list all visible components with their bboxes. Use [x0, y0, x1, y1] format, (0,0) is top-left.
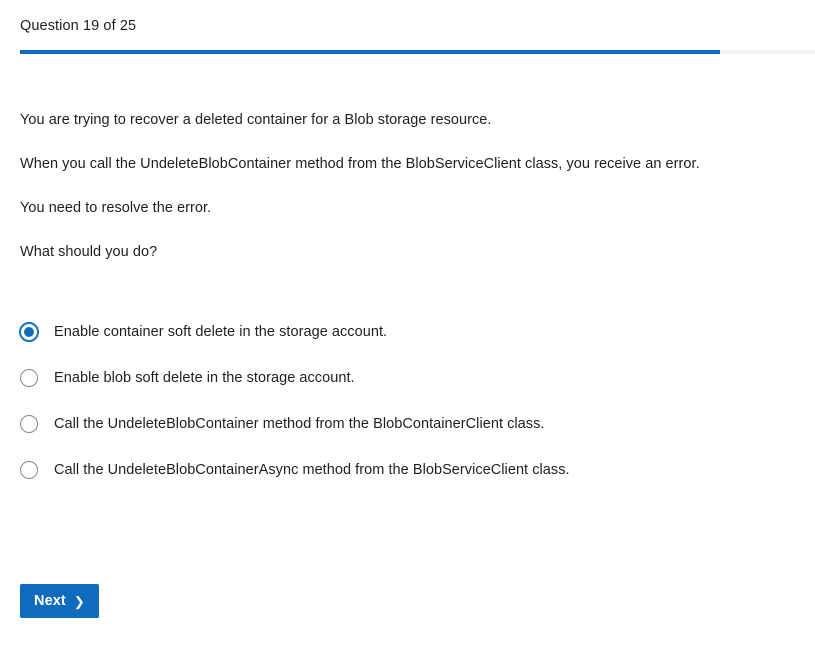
next-button-label: Next: [34, 593, 66, 609]
question-stem-line-2: When you call the UndeleteBlobContainer method from the BlobServiceClient class, you receive an error.: [20, 156, 700, 172]
answer-option-2[interactable]: [20, 365, 795, 391]
answer-option-label-2: Enable blob soft delete in the storage account.: [54, 370, 355, 386]
progress-bar-track: [20, 50, 815, 54]
answer-option-3[interactable]: [20, 411, 795, 437]
answer-option-label-3: Call the UndeleteBlobContainer method from the BlobContainerClient class.: [54, 416, 545, 432]
next-button[interactable]: [20, 584, 99, 618]
progress-bar-fill: [20, 50, 720, 54]
answer-option-4[interactable]: [20, 457, 795, 483]
question-stem-line-3: You need to resolve the error.: [20, 200, 212, 216]
question-stem: [0, 110, 815, 262]
answer-option-1[interactable]: [20, 319, 795, 345]
radio-button-icon-2[interactable]: [20, 369, 38, 387]
chevron-right-icon: ❯: [73, 593, 85, 609]
quiz-footer: [20, 584, 99, 618]
answer-option-label-4: Call the UndeleteBlobContainerAsync method from the BlobServiceClient class.: [54, 462, 570, 478]
question-stem-line-1: You are trying to recover a deleted container for a Blob storage resource.: [20, 112, 492, 128]
answer-options-group: [0, 319, 815, 483]
question-stem-prompt: What should you do?: [20, 244, 158, 260]
radio-button-icon-1[interactable]: [20, 323, 38, 341]
answer-option-label-1: Enable container soft delete in the storage account.: [54, 324, 388, 340]
radio-button-icon-4[interactable]: [20, 461, 38, 479]
question-counter: Question 19 of 25: [20, 18, 137, 34]
quiz-progress-header: [0, 0, 815, 54]
radio-button-icon-3[interactable]: [20, 415, 38, 433]
